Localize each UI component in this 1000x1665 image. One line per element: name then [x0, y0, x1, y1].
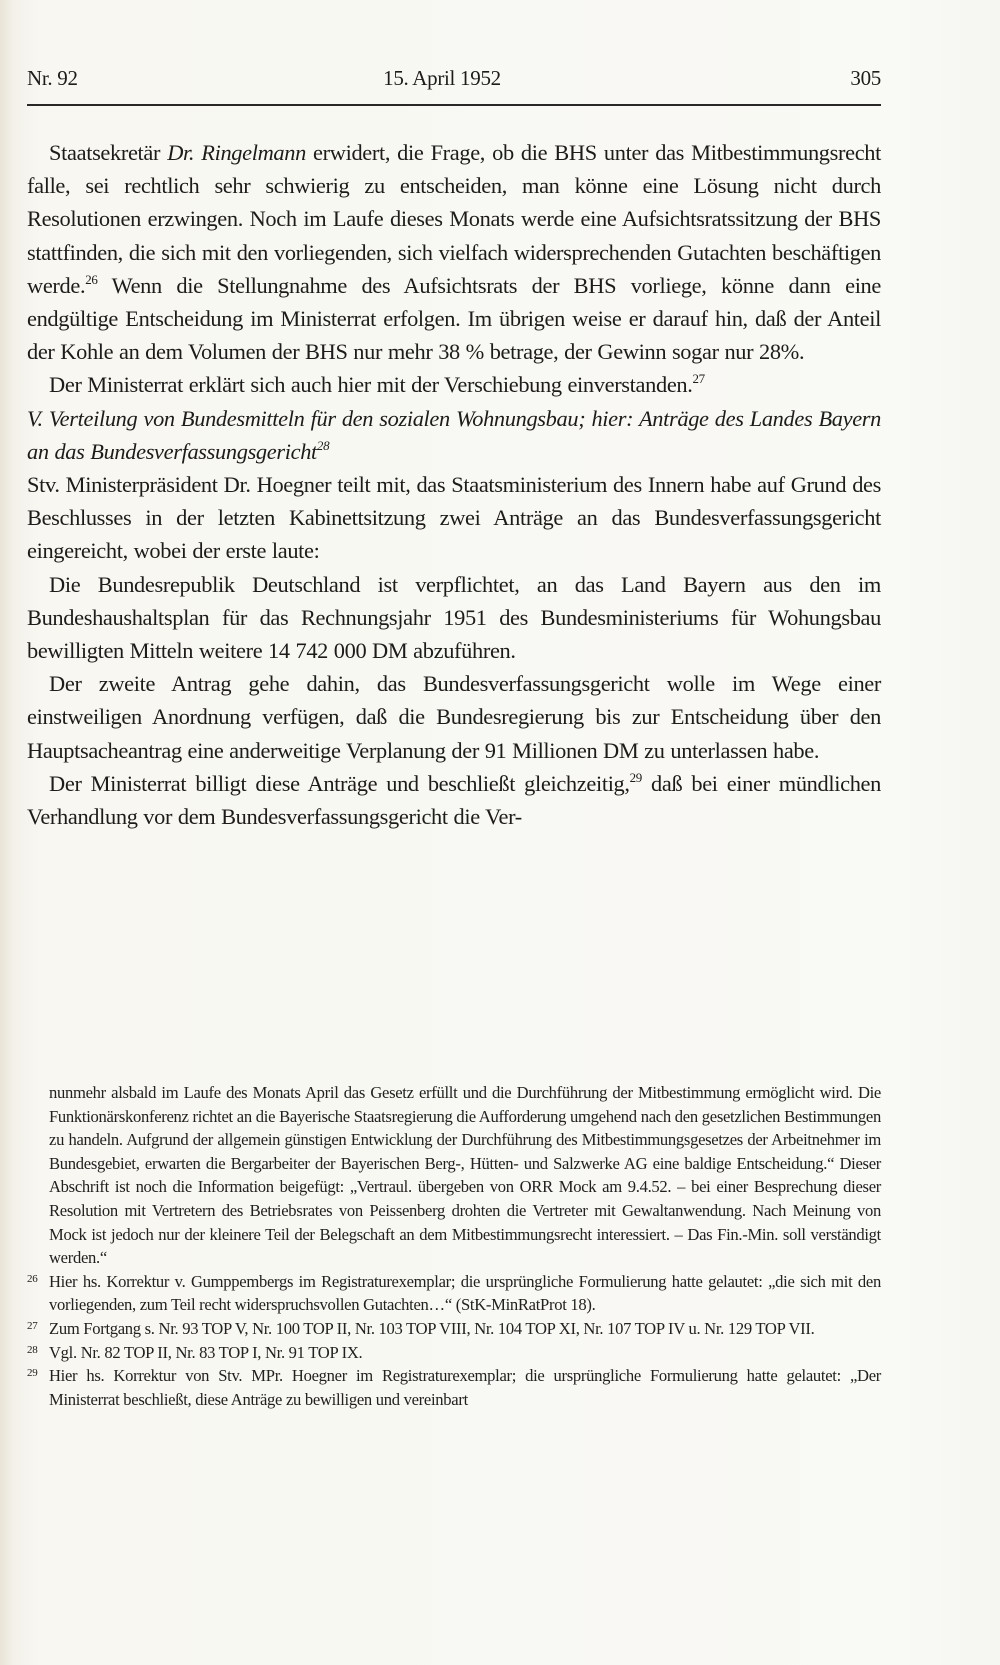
text-run: daß bei einer mündlichen Verhandlung vor dem Bundesverfassungsgericht die Ver-	[27, 770, 881, 830]
main-text	[27, 136, 881, 833]
paragraph: Stv. Ministerpräsident Dr. Hoegner teilt mit, das Staatsministerium des Innern habe auf Grund des Beschlusses in der letzten Kabinettsitzung zwei Anträge an das Bundesverfassungsgericht eingereicht, wobei der erste laute:	[27, 472, 881, 564]
footnote-29	[27, 1364, 881, 1411]
page-number: 305	[850, 66, 881, 90]
section-heading	[27, 402, 881, 468]
footnote-number: 28	[27, 1343, 38, 1356]
text-run: Wenn die Stellungnahme des Aufsichtsrats der BHS vorliege, könne dann eine endgültige Entscheidung im Ministerrat erfolgen. Im übrigen weise er darauf hin, daß der Anteil der Kohle an dem Volumen der BHS nur mehr 38 % betrage, der Gewinn sogar nur 28%.	[27, 272, 881, 365]
footnotes	[27, 1081, 881, 1411]
footnote-text: Hier hs. Korrektur v. Gumppembergs im Registraturexemplar; die ursprüngliche Formulierung hatte gelautet: „die sich mit den vorliegenden, zum Teil recht widerspruchsvollen Gutachten…“ (StK-MinRatProt 18).	[49, 1271, 881, 1315]
text-run: Der Ministerrat erklärt sich auch hier mit der Verschiebung einverstanden.	[49, 372, 693, 398]
footnote-number: 29	[27, 1367, 38, 1380]
footnote-text: Vgl. Nr. 82 TOP II, Nr. 83 TOP I, Nr. 91 TOP IX.	[49, 1342, 363, 1362]
text-run: Staatsekretär	[49, 140, 168, 165]
heading-text: V. Verteilung von Bundesmitteln für den sozialen Wohnungsbau; hier: Anträge des Landes Bayern an das Bundesverfassungsgericht	[27, 405, 881, 464]
footnote-ref[interactable]: 26	[85, 271, 98, 287]
running-header	[27, 66, 881, 98]
footnote-number: 26	[27, 1272, 38, 1285]
paragraph	[27, 767, 881, 833]
footnote-26	[27, 1270, 881, 1317]
footnote-ref[interactable]: 29	[629, 769, 642, 785]
text-run: Der Ministerrat billigt diese Anträge und beschließt gleichzeitig,	[49, 770, 630, 796]
footnote-text: Hier hs. Korrektur von Stv. MPr. Hoegner im Registraturexemplar; die ursprüngliche Formulierung hatte gelautet: „Der Ministerrat beschließt, diese Anträge zu bewilligen und vereinbart	[49, 1366, 881, 1409]
footnote-ref[interactable]: 28	[316, 437, 330, 453]
paragraph	[27, 667, 881, 767]
speaker-name: Dr. Ringelmann	[167, 140, 306, 165]
footnote-28	[27, 1341, 881, 1365]
footnote-continuation: nunmehr alsbald im Laufe des Monats April das Gesetz erfüllt und die Durchführung der Mitbestimmung ermöglicht wird. Die Funktionärskonferenz richtet an die Bayerische Staatsregierung die Aufforderung umgehend nach den gesetzlichen Bestimmungen zu handeln. Aufgrund der allgemein günstigen Entwicklung der Durchführung des Mitbestimmungsgesetzes der Arbeitnehmer im Bundesgebiet, erwarten die Bergarbeiter der Bayerischen Berg-, Hütten- und Salzwerke AG eine baldige Entscheidung.“ Dieser Abschrift ist noch die Information beigefügt: „Vertraul. übergeben von ORR Mock am 9.4.52. – bei einer Besprechung dieser Resolution mit Vertretern des Betriebsrates von Peissenberg drohten die Vertreter mit Gewaltanwendung. Nach Meinung von Mock ist jedoch nur der kleinere Teil der Belegschaft an dem Mitbestimmungsrecht interessiert. – Das Fin.-Min. soll verständigt werden.“	[49, 1083, 881, 1268]
paragraph	[27, 368, 881, 401]
paragraph	[27, 136, 881, 368]
text-run: Die Bundesrepublik Deutschland ist verpflichtet, an das Land Bayern aus den im Bundeshaushaltsplan für das Rechnungsjahr 1951 des Bundesministeriums für Wohungsbau bewilligten Mitteln weitere 14 742 000 DM abzuführen.	[27, 571, 881, 664]
text-run: erwidert, die Frage, ob die BHS unter das Mitbestimmungsrecht falle, sei rechtlich sehr schwierig zu entscheiden, man könne eine Lösung nicht durch Resolutionen erzwingen. Noch im Laufe dieses Monats werde eine Aufsichtsratssitzung der BHS stattfinden, die sich mit den vorliegenden, sich vielfach widersprechenden Gutachten beschäftigen werde.	[27, 140, 882, 298]
footnote-text: Zum Fortgang s. Nr. 93 TOP V, Nr. 100 TOP II, Nr. 103 TOP VIII, Nr. 104 TOP XI, Nr. 107 TOP IV u. Nr. 129 TOP VII.	[49, 1318, 815, 1338]
footnote-ref[interactable]: 27	[692, 371, 705, 387]
footnote-27	[27, 1317, 881, 1341]
text-run: Der zweite Antrag gehe dahin, das Bundesverfassungsgericht wolle im Wege einer einstweiligen Anordnung verfügen, daß die Bundesregierung bis zur Entscheidung über den Hauptsacheantrag eine anderweitige Verplanung der 91 Millionen DM zu unterlassen habe.	[27, 671, 881, 763]
header-date: 15. April 1952	[383, 66, 501, 90]
footnote-number: 27	[27, 1319, 38, 1332]
header-rule	[27, 104, 881, 106]
paragraph	[27, 568, 881, 668]
document-number: Nr. 92	[27, 66, 78, 90]
